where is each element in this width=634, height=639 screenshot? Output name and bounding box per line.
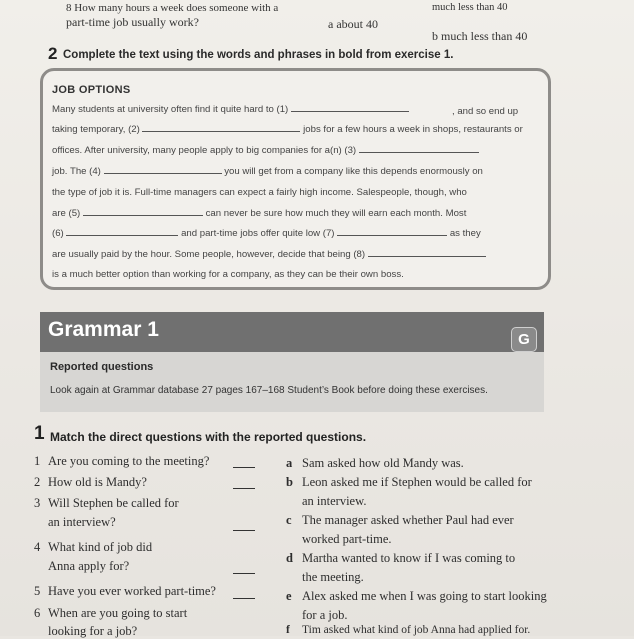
text-line-1-end: , and so end up (452, 106, 519, 117)
question-item: an interview? (48, 515, 116, 529)
question-8-line1: 8 How many hours a week does someone with a (66, 2, 279, 14)
text-line-1: Many students at university often find it quite hard to (1) (52, 104, 409, 115)
answer-item: c The manager asked whether Paul had ever (286, 513, 514, 527)
answer-item: d Martha wanted to know if I was coming to (286, 551, 516, 565)
option-a: a about 40 (328, 17, 378, 31)
answer-item: an interview. (302, 494, 367, 508)
question-item: 6 When are you going to start (34, 606, 188, 620)
blank-7[interactable] (337, 234, 447, 236)
text-line-2: taking temporary, (2) jobs for a few hours a week in shops, restaurants or (52, 124, 523, 135)
text-line-9: is a much better option than working for a company, as they can be their own boss. (52, 269, 404, 280)
answer-item: b Leon asked me if Stephen would be called for (286, 475, 532, 489)
answer-item: f Tim asked what kind of job Anna had applied for. (286, 624, 531, 636)
question-item: 4 What kind of job did (34, 540, 153, 554)
text-line-3: offices. After university, many people apply to big companies for a(n) (3) (52, 145, 479, 156)
question-item: 1 Are you coming to the meeting? (34, 454, 210, 468)
option-b: b much less than 40 (432, 29, 528, 43)
question-item: 3 Will Stephen be called for (34, 496, 179, 510)
exercise-1-instruction: Match the direct questions with the reported questions. (50, 430, 367, 444)
grammar-g-icon: G (511, 327, 537, 352)
blank-6[interactable] (66, 234, 178, 236)
answer-item: e Alex asked me when I was going to start looking (286, 589, 547, 603)
text-line-7: (6) and part-time jobs offer quite low (7) as they (52, 228, 481, 239)
question-item: Anna apply for? (48, 559, 130, 573)
blank-2[interactable] (142, 130, 300, 132)
blank-5[interactable] (83, 214, 203, 216)
blank-8[interactable] (368, 255, 486, 257)
exercise-1-number: 1 (34, 423, 45, 444)
exercise-2-number: 2 (48, 44, 58, 63)
exercise-2-instruction: Complete the text using the words and phrases in bold from exercise 1. (63, 49, 454, 61)
text-line-8: are usually paid by the hour. Some people, however, decide that being (8) (52, 249, 486, 260)
answer-blank-1[interactable] (233, 467, 255, 468)
question-item: 2 How old is Mandy? (34, 475, 147, 489)
question-8-line2: part-time job usually work? (66, 15, 199, 29)
text-line-6: are (5) can never be sure how much they will earn each month. Most (52, 208, 467, 219)
text-line-5: the type of job it is. Full-time managers can expect a fairly high income. Salespeople, though, who (52, 187, 467, 198)
answer-item: the meeting. (302, 570, 364, 584)
grammar-subtitle: Reported questions (50, 361, 154, 373)
answer-blank-4[interactable] (233, 573, 255, 574)
grammar-title: Grammar 1 (48, 318, 159, 341)
blank-3[interactable] (359, 151, 479, 153)
question-item: looking for a job? (48, 624, 138, 638)
grammar-instruction: Look again at Grammar database 27 pages 167–168 Student’s Book before doing these exercises. (50, 385, 488, 396)
answer-blank-2[interactable] (233, 488, 255, 489)
answer-item: for a job. (302, 608, 348, 622)
answer-item: a Sam asked how old Mandy was. (286, 456, 464, 470)
question-item: 5 Have you ever worked part-time? (34, 584, 216, 598)
blank-4[interactable] (104, 172, 222, 174)
option-top-right: much less than 40 (432, 2, 508, 13)
blank-1[interactable] (291, 110, 409, 112)
answer-blank-3[interactable] (233, 530, 255, 531)
text-line-4: job. The (4) you will get from a company like this depends enormously on (52, 166, 483, 177)
job-options-title: JOB OPTIONS (52, 84, 131, 96)
answer-item: worked part-time. (302, 532, 392, 546)
answer-blank-5[interactable] (233, 598, 255, 599)
